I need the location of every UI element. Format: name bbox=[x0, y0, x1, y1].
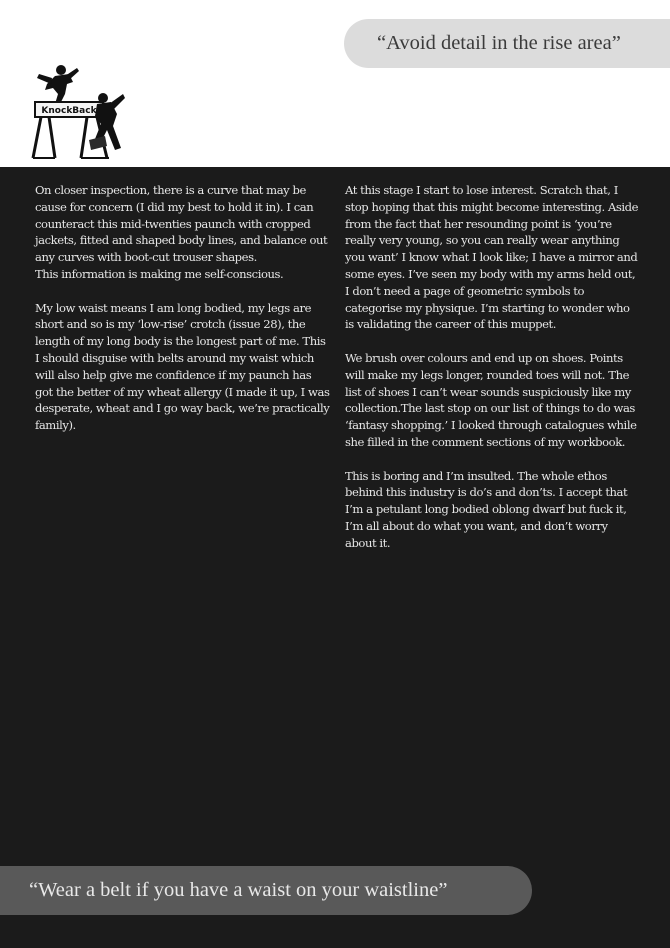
pull-quote-top: “Avoid detail in the rise area” bbox=[344, 19, 670, 68]
left-paragraph-1b: This information is making me self-conscious. bbox=[35, 266, 284, 281]
right-column bbox=[345, 182, 641, 568]
sawhorse-figures-logo-icon bbox=[25, 54, 135, 166]
left-paragraph-1a: On closer inspection, there is a curve that may be cause for concern (I did my best to hold it in). I can counteract this mid-twenties paunch with cropped jackets, fitted and shaped body lines, and balance out any curves with boot-cut trouser shapes. bbox=[35, 183, 328, 265]
logo-figure-head bbox=[56, 65, 66, 75]
right-paragraph-3: This is boring and I’m insulted. The whole ethos behind this industry is do’s and don’ts. I accept that I’m a petulant long bodied oblong dwarf but fuck it, I’m all about do what you want, and don’t worry about it. bbox=[345, 468, 628, 550]
right-paragraph-1: At this stage I start to lose interest. Scratch that, I stop hoping that this might become interesting. Aside from the fact that her resounding point is ‘you’re really very young, so you can really wear anything you want’ I know what I look like; I have a mirror and some eyes. I’ve seen my body with my arms held out, I don’t need a page of geometric symbols to categorise my physique. I’m starting to wonder who is validating the career of this muppet. bbox=[345, 183, 639, 332]
left-column bbox=[35, 182, 330, 451]
pull-quote-bottom: “Wear a belt if you have a waist on your waistline” bbox=[0, 866, 532, 915]
right-paragraph-2: We brush over colours and end up on shoes. Points will make my legs longer, rounded toes will not. The list of shoes I can’t wear sounds suspiciously like my collection.The last stop on our list of things to do was ‘fantasy shopping.’ I looked through catalogues while she filled in the comment sections of my workbook. bbox=[345, 350, 637, 449]
logo-text: KnockBack bbox=[41, 106, 97, 116]
left-paragraph-2: My low waist means I am long bodied, my legs are short and so is my ‘low-rise’ crotch (issue 28), the length of my long body is the longest part of me. This I should disguise with belts around my waist which will also help give me confidence if my paunch has got the better of my wheat allergy (I made it up, I was desperate, wheat and I go way back, we’re practically family). bbox=[35, 300, 330, 433]
